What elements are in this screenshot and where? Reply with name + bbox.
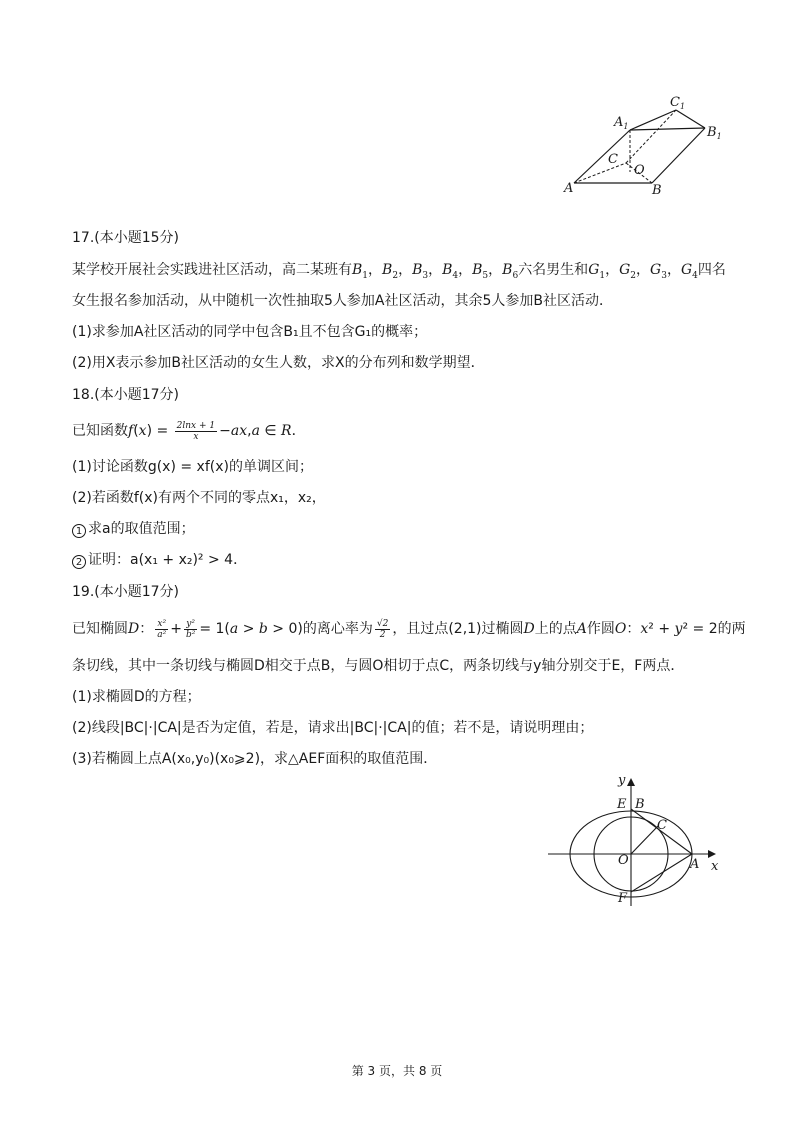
label-A1: $A_1$ [614,115,629,131]
label-x: x [711,859,719,874]
q17-part2: (2)用X表示参加B社区活动的女生人数，求X的分布列和数学期望． [72,355,485,371]
circled-number-1: 1 [72,524,86,538]
label-F: F [618,891,628,906]
q18-stem: 已知函数f(x) = $\frac{2\ln x + 1}{x}$ −ax,a ∈ R． [72,420,306,442]
q19-part1: (1)求椭圆D的方程； [72,689,201,705]
q19-part3: (3)若椭圆上点A(x₀,y₀)(x₀⩾2)，求△AEF面积的取值范围． [72,751,438,767]
hidden-edge-C-C1 [626,110,676,163]
edge-A1-C1 [630,110,676,130]
label-B: B [652,183,662,198]
prism-figure [560,90,730,200]
page-footer: 第 3 页，共 8 页 [351,1064,443,1078]
q18-part1: (1)讨论函数g(x) = xf(x)的单调区间； [72,459,313,475]
x-axis-arrow [708,850,716,858]
q18-part2: (2)若函数f(x)有两个不同的零点x₁，x₂， [72,490,326,506]
label-C1: $C_1$ [670,95,686,111]
label-C: C [657,818,667,833]
q18-header: 18.(本小题17分) [72,387,180,403]
q17-stem-line1: 某学校开展社会实践进社区活动，高二某班有$B_1$，$B_2$，$B_3$，$B_4$，$B_5$，$B_6$六名男生和$G_1$，$G_2$，$G_3$，$G_4$四名 [72,262,726,281]
label-A: A [690,857,700,872]
edge-B-B1 [652,128,705,183]
q17-part1: (1)求参加A社区活动的同学中包含B₁且不包含G₁的概率； [72,324,428,340]
q17-header: 17.(本小题15分) [72,230,180,246]
ellipse-figure [540,770,730,910]
hidden-edge-A-C [574,163,626,183]
label-y: y [618,773,626,788]
radius-OC [631,826,658,854]
label-A: A [564,181,574,196]
label-E: E [617,797,627,812]
circled-number-2: 2 [72,555,86,569]
q18-sub2: 2 证明：a(x₁ + x₂)² > 4． [72,550,247,570]
y-axis-arrow [627,778,635,786]
edge-A-A1 [574,130,630,183]
label-O: O [618,853,629,868]
q19-part2: (2)线段|BC|·|CA|是否为定值，若是，请求出|BC|·|CA|的值；若不是，请说明理由； [72,720,594,736]
q18-sub1: 1 求a的取值范围； [72,519,195,539]
edge-A1-B1 [630,128,705,130]
q19-stem-line1: 已知椭圆D： $\frac{\text{x²}}{\text{a²}}$ + $\frac{\text{y²}}{\text{b²}}$ = 1(a > b > 0)的离心率为 $\frac{√2}{2}$ ，且过点(2,1)过椭圆D上的点A作圆O：x² + y² = 2的两 [72,618,746,640]
label-B: B [635,797,645,812]
edge-C1-B1 [676,110,705,128]
q19-stem-line2: 条切线，其中一条切线与椭圆D相交于点B，与圆O相切于点C，两条切线与y轴分别交于E，F两点． [72,658,685,674]
q17-stem-line2: 女生报名参加活动，从中随机一次性抽取5人参加A社区活动，其余5人参加B社区活动． [72,293,613,309]
q19-header: 19.(本小题17分) [72,584,180,600]
label-O: O [634,163,645,178]
label-B1: $B_1$ [707,125,722,141]
tangent-AF [631,854,692,892]
label-C: C [608,152,618,167]
